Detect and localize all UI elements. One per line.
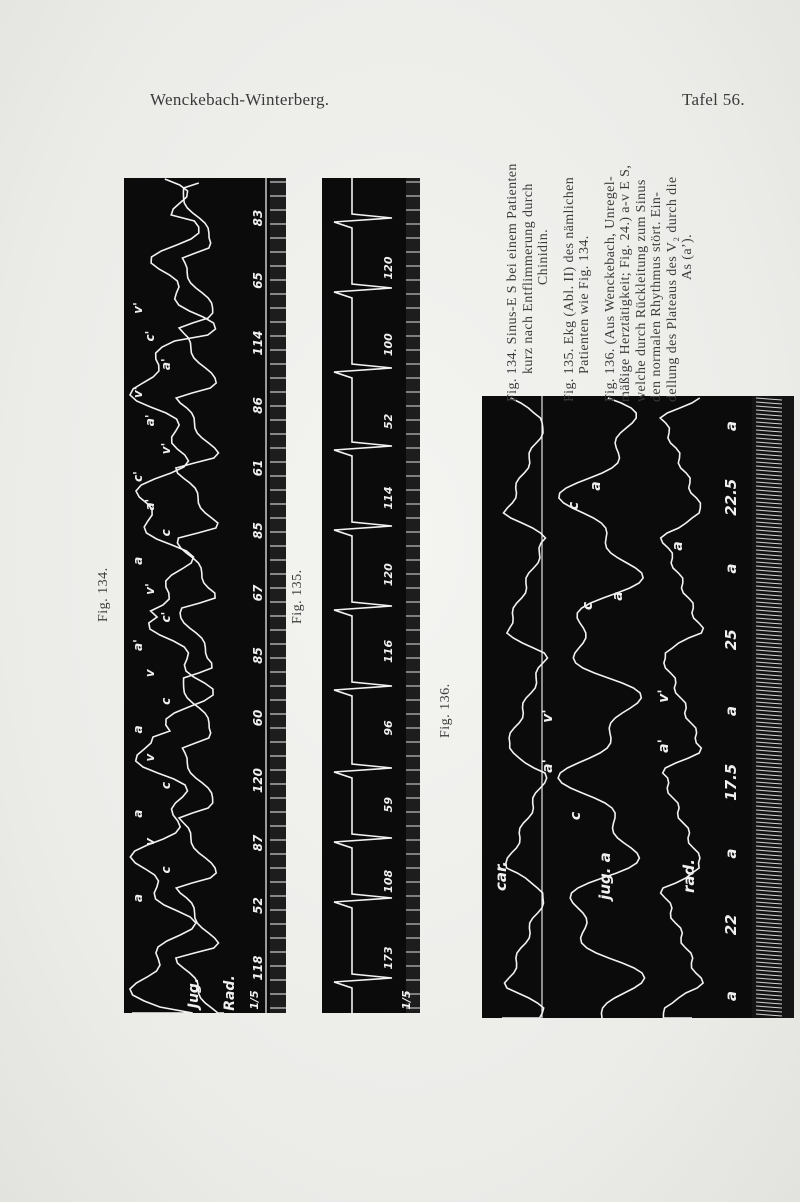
wave-mark: c [159, 782, 173, 790]
wave-mark: c [159, 866, 173, 874]
interval-mark: a [722, 420, 740, 432]
interval-number: 118 [251, 955, 265, 981]
interval-number: 60 [251, 709, 265, 727]
caption-134-line: Fig. 134. Sinus-E S bei einem Patienten [505, 163, 520, 402]
interval-number: 83 [251, 209, 265, 227]
interval-number: 61 [251, 459, 265, 477]
wave-mark: a [131, 893, 145, 903]
interval-number: 116 [382, 639, 395, 663]
interval-mark: a [722, 705, 740, 717]
fig135-label: Fig. 135. [290, 569, 305, 624]
wave-mark: a' [131, 639, 145, 652]
fig134-rad-label: Rad. [222, 975, 238, 1011]
wave-mark: a [670, 541, 686, 551]
time-scale [270, 178, 286, 1013]
wave-mark: a' [656, 739, 672, 753]
caption-134 [505, 112, 552, 402]
fig136-label: Fig. 136. [438, 683, 453, 738]
wave-mark: a [131, 809, 145, 818]
fig136-tracing [482, 396, 794, 1018]
interval-number: 100 [382, 333, 395, 357]
interval-number: 85 [251, 522, 265, 539]
fig136-car-label: car. [492, 861, 510, 891]
fig134-label: Fig. 134. [96, 567, 111, 622]
interval-number: 120 [382, 256, 395, 280]
interval-number: 114 [251, 330, 265, 356]
fig134-jug-label: Jug. [186, 977, 202, 1009]
interval-number: 86 [251, 397, 265, 414]
interval-mark: a [722, 990, 740, 1002]
wave-mark: v' [159, 442, 173, 455]
caption-136 [603, 112, 696, 402]
caption-135 [562, 112, 593, 402]
interval-mark: 25 [722, 629, 740, 651]
caption-135-line: Fig. 135. Ekg (Abl. II) des nämlichen [561, 176, 577, 402]
wave-mark: a' [159, 358, 173, 371]
wave-mark: c [580, 601, 596, 611]
wave-mark: c [159, 529, 173, 537]
interval-number: 120 [251, 767, 265, 794]
wave-mark: a' [143, 414, 157, 427]
wave-mark: a [131, 725, 145, 734]
interval-number: 173 [382, 946, 395, 970]
fig136-jug-label: jug. a [596, 852, 614, 900]
caption-135-line: Patienten wie Fig. 134. [577, 235, 592, 374]
wave-mark: c' [143, 330, 157, 342]
wave-mark: c [568, 811, 584, 821]
caption-block [505, 112, 706, 402]
caption-136-line: den normalen Rhythmus stört. Ein- [649, 191, 664, 402]
interval-number: 108 [382, 869, 395, 893]
caption-134-line: kurz nach Entflimmerung durch [520, 183, 536, 374]
carotid-trace [502, 398, 548, 1018]
wave-mark: a [610, 591, 626, 601]
wave-mark: c' [131, 471, 145, 482]
wave-mark: v [143, 753, 157, 762]
interval-mark: a [722, 848, 740, 859]
wave-mark: v [143, 669, 157, 678]
interval-number: 65 [251, 272, 265, 289]
fig134-tracing [124, 178, 286, 1013]
caption-136-line: As (a’). [680, 234, 695, 280]
time-scale [406, 178, 420, 1013]
wave-mark: c [159, 697, 173, 705]
interval-number: 85 [251, 647, 265, 664]
radial-trace [660, 398, 703, 1018]
interval-number: 87 [251, 834, 265, 852]
interval-number: 114 [382, 486, 395, 510]
wave-mark: a' [143, 498, 157, 511]
caption-136-line: mäßige Herztätigkeit; Fig. 24.) a-v E S, [618, 164, 633, 402]
wave-mark: a' [540, 759, 556, 773]
wave-mark: v [143, 837, 157, 846]
fig135-scale-label: 1/5 [400, 990, 413, 1010]
interval-number: 120 [382, 563, 395, 587]
wave-mark: v' [656, 689, 672, 703]
fig136-rad-label: rad. [680, 859, 698, 893]
wave-mark: v' [131, 386, 145, 399]
caption-136-line: welche durch Rückleitung zum Sinus [633, 179, 649, 402]
interval-number: 67 [251, 584, 265, 602]
interval-number: 52 [382, 413, 395, 429]
interval-mark: 22 [722, 914, 740, 936]
wave-mark: v' [131, 302, 145, 314]
wave-mark: a [588, 481, 604, 491]
fig134-scale-label: 1/5 [248, 990, 261, 1010]
caption-136-line: Fig. 136. (Aus Wenckebach, Unregel- [602, 175, 618, 402]
interval-mark: a [722, 563, 740, 574]
interval-mark: 17.5 [722, 763, 740, 801]
running-head-left: Wenckebach-Winterberg. [150, 90, 330, 109]
wave-mark: v' [143, 583, 157, 595]
wave-mark: c [566, 501, 582, 511]
interval-number: 59 [382, 797, 395, 813]
caption-134-line: Chinidin. [536, 228, 551, 286]
wave-mark: c' [159, 611, 173, 623]
fig135-tracing [322, 178, 420, 1013]
interval-number: 52 [251, 897, 265, 914]
wave-mark: v' [540, 709, 556, 723]
interval-mark: 22.5 [722, 478, 740, 516]
caption-136-line: dellung des Plateaus des V₂ durch die [664, 176, 680, 402]
wave-mark: a [131, 556, 145, 565]
interval-number: 96 [382, 720, 395, 736]
running-head-right: Tafel 56. [682, 90, 745, 109]
